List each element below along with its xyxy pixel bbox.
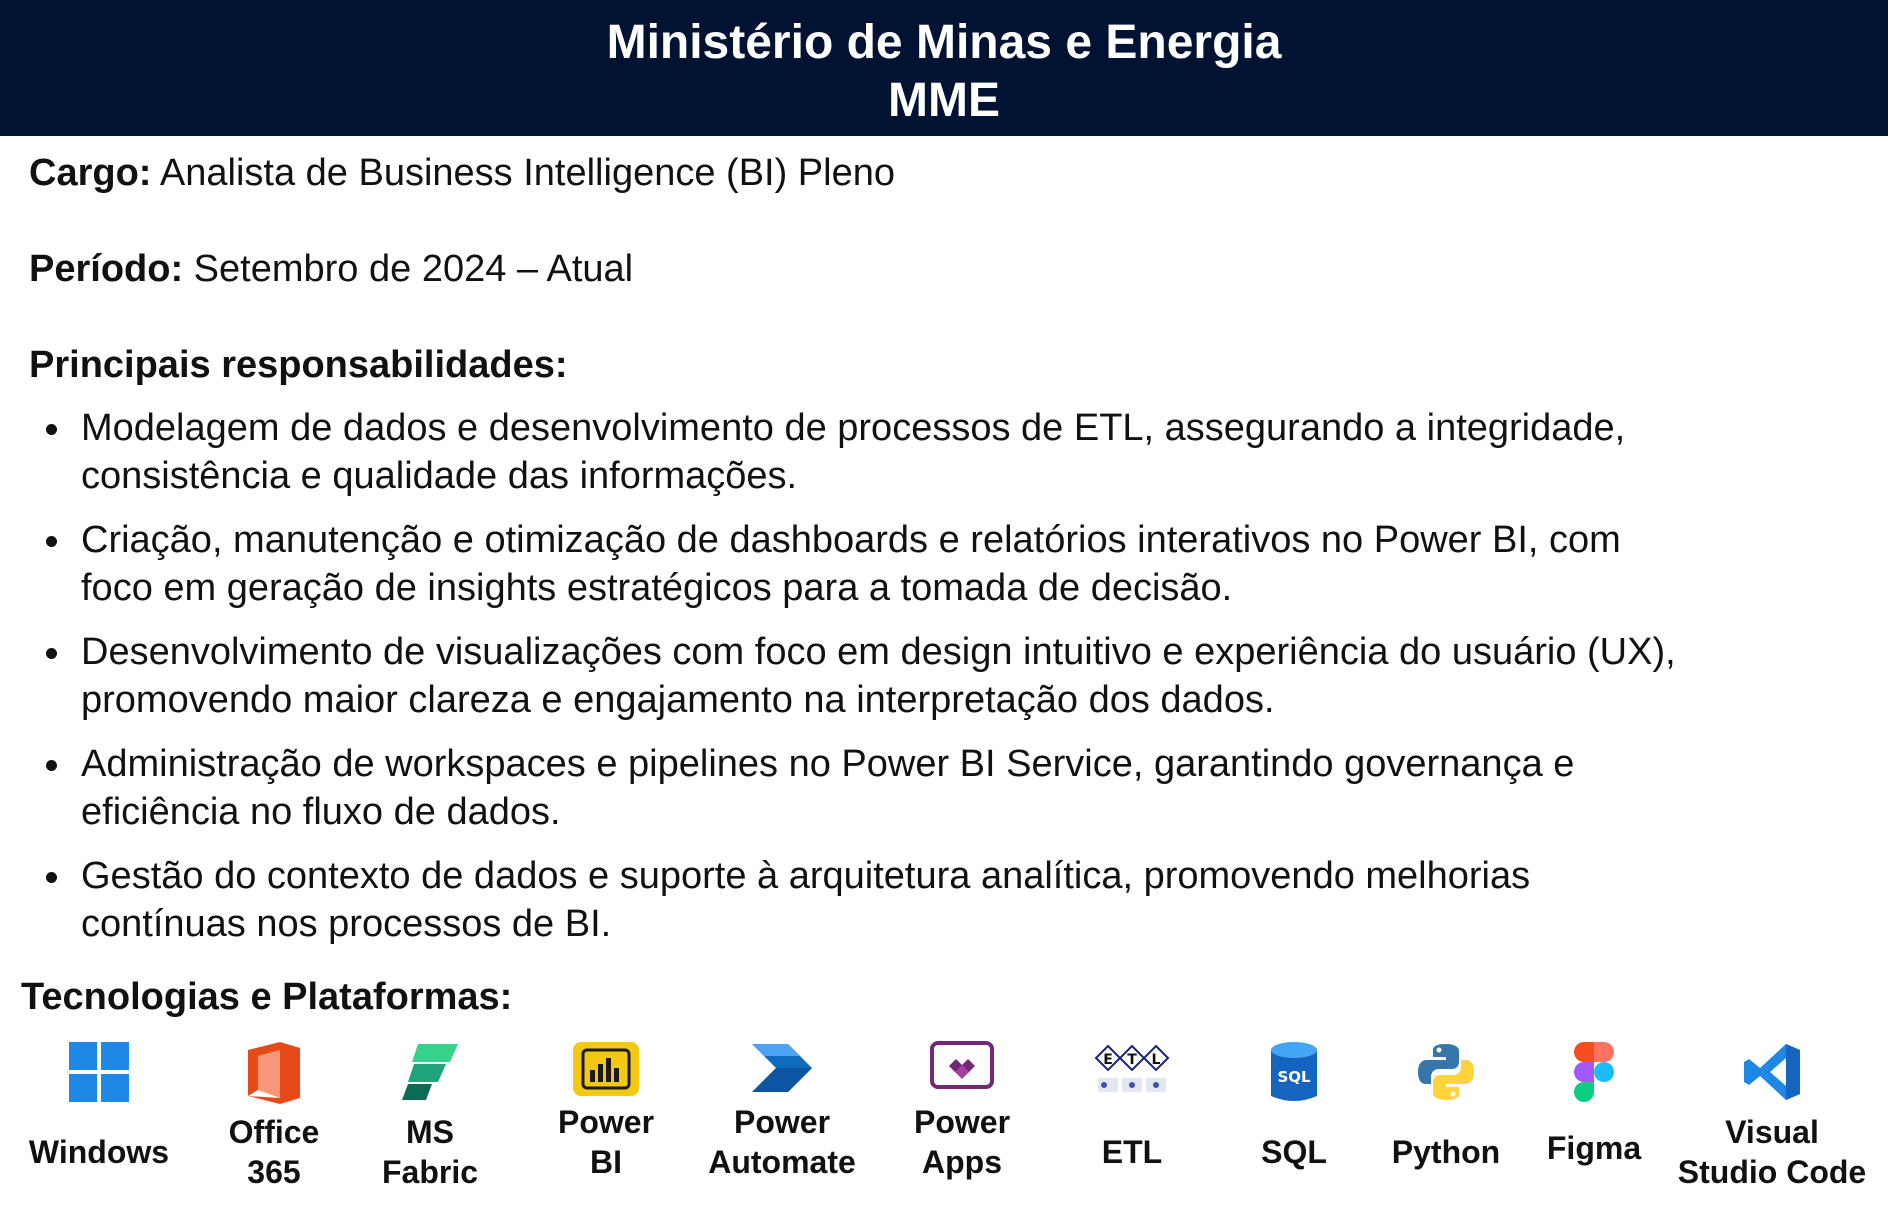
- tech-label: Python: [1391, 1134, 1501, 1170]
- periodo-line: [29, 246, 633, 292]
- list-item: [29, 516, 1869, 612]
- svg-text:T: T: [1127, 1052, 1137, 1068]
- tech-label: Power: [557, 1104, 655, 1140]
- power-automate-icon: [748, 1040, 816, 1096]
- tech-etl: [1072, 1040, 1192, 1170]
- cargo-line: [29, 150, 895, 196]
- tech-label: Figma: [1546, 1130, 1642, 1166]
- bullet-icon: [46, 648, 57, 659]
- tech-label: BI: [590, 1144, 622, 1180]
- tech-label: Power: [733, 1104, 831, 1140]
- tech-windows: [24, 1040, 174, 1170]
- power-apps-icon: [929, 1040, 995, 1090]
- figma-icon: [1573, 1040, 1615, 1102]
- cargo-value: Analista de Business Intelligence (BI) Pleno: [151, 152, 895, 194]
- list-item-line: Modelagem de dados e desenvolvimento de processos de ETL, assegurando a integridade,: [81, 407, 1626, 449]
- visual-studio-code-icon: [1740, 1040, 1804, 1104]
- tech-sql: [1234, 1040, 1354, 1170]
- tech-ms-fabric: [370, 1040, 490, 1190]
- header-banner: [0, 0, 1888, 136]
- tech-power-automate: [708, 1040, 856, 1180]
- list-item-line: foco em geração de insights estratégicos para a tomada de decisão.: [81, 567, 1233, 609]
- list-item: [29, 852, 1869, 948]
- tech-office-365: [214, 1040, 334, 1190]
- tech-label: 365: [247, 1154, 301, 1190]
- bullet-icon: [46, 760, 57, 771]
- responsibilities-list: [29, 404, 1869, 964]
- list-item: [29, 404, 1869, 500]
- tech-label: Apps: [922, 1144, 1002, 1180]
- list-item-line: consistência e qualidade das informações.: [81, 455, 798, 497]
- tech-figma: [1534, 1040, 1654, 1166]
- tech-visual-studio-code: [1677, 1040, 1867, 1190]
- bullet-icon: [46, 872, 57, 883]
- technologies-row: [0, 1040, 1888, 1220]
- svg-text:SQL: SQL: [1277, 1068, 1311, 1086]
- bullet-icon: [46, 424, 57, 435]
- responsibilities-title: Principais responsabilidades:: [29, 344, 568, 386]
- technologies-title: Tecnologias e Plataformas:: [21, 976, 513, 1018]
- tech-label: SQL: [1261, 1134, 1327, 1170]
- tech-label: MS: [406, 1114, 454, 1150]
- tech-label: Windows: [28, 1134, 170, 1170]
- list-item: [29, 740, 1869, 836]
- ms-fabric-icon: [398, 1040, 462, 1104]
- tech-python: [1386, 1040, 1506, 1170]
- etl-icon: [1094, 1040, 1170, 1098]
- svg-text:L: L: [1151, 1052, 1161, 1068]
- tech-label: Automate: [708, 1144, 856, 1180]
- list-item-line: contínuas nos processos de BI.: [81, 903, 612, 945]
- office365-icon: [244, 1040, 304, 1106]
- tech-label: Power: [913, 1104, 1011, 1140]
- cargo-label: Cargo:: [29, 152, 152, 194]
- tech-label: Visual: [1725, 1114, 1819, 1150]
- header-acronym: MME: [888, 74, 1000, 127]
- list-item-line: Gestão do contexto de dados e suporte à arquitetura analítica, promovendo melhorias: [81, 855, 1531, 897]
- list-item-line: Criação, manutenção e otimização de dashboards e relatórios interativos no Power BI, com: [81, 519, 1621, 561]
- tech-power-bi: [546, 1040, 666, 1180]
- python-icon: [1414, 1040, 1478, 1104]
- tech-power-apps: [902, 1040, 1022, 1180]
- bullet-icon: [46, 536, 57, 547]
- windows-icon: [67, 1040, 131, 1104]
- tech-label: Studio Code: [1677, 1154, 1867, 1190]
- list-item-line: promovendo maior clareza e engajamento na interpretação dos dados.: [81, 679, 1275, 721]
- list-item-line: eficiência no fluxo de dados.: [81, 791, 561, 833]
- tech-label: ETL: [1101, 1134, 1163, 1170]
- list-item-line: Desenvolvimento de visualizações com foco em design intuitivo e experiência do usuário (UX),: [81, 631, 1676, 673]
- periodo-label: Período:: [29, 248, 184, 290]
- list-item: [29, 628, 1869, 724]
- tech-label: Fabric: [381, 1154, 479, 1190]
- power-bi-icon: [571, 1040, 641, 1098]
- svg-text:E: E: [1103, 1052, 1113, 1068]
- tech-label: Office: [228, 1114, 320, 1150]
- list-item-line: Administração de workspaces e pipelines no Power BI Service, garantindo governança e: [81, 743, 1575, 785]
- header-title: Ministério de Minas e Energia: [606, 16, 1282, 69]
- periodo-value: Setembro de 2024 – Atual: [183, 248, 634, 290]
- sql-icon: [1267, 1040, 1321, 1106]
